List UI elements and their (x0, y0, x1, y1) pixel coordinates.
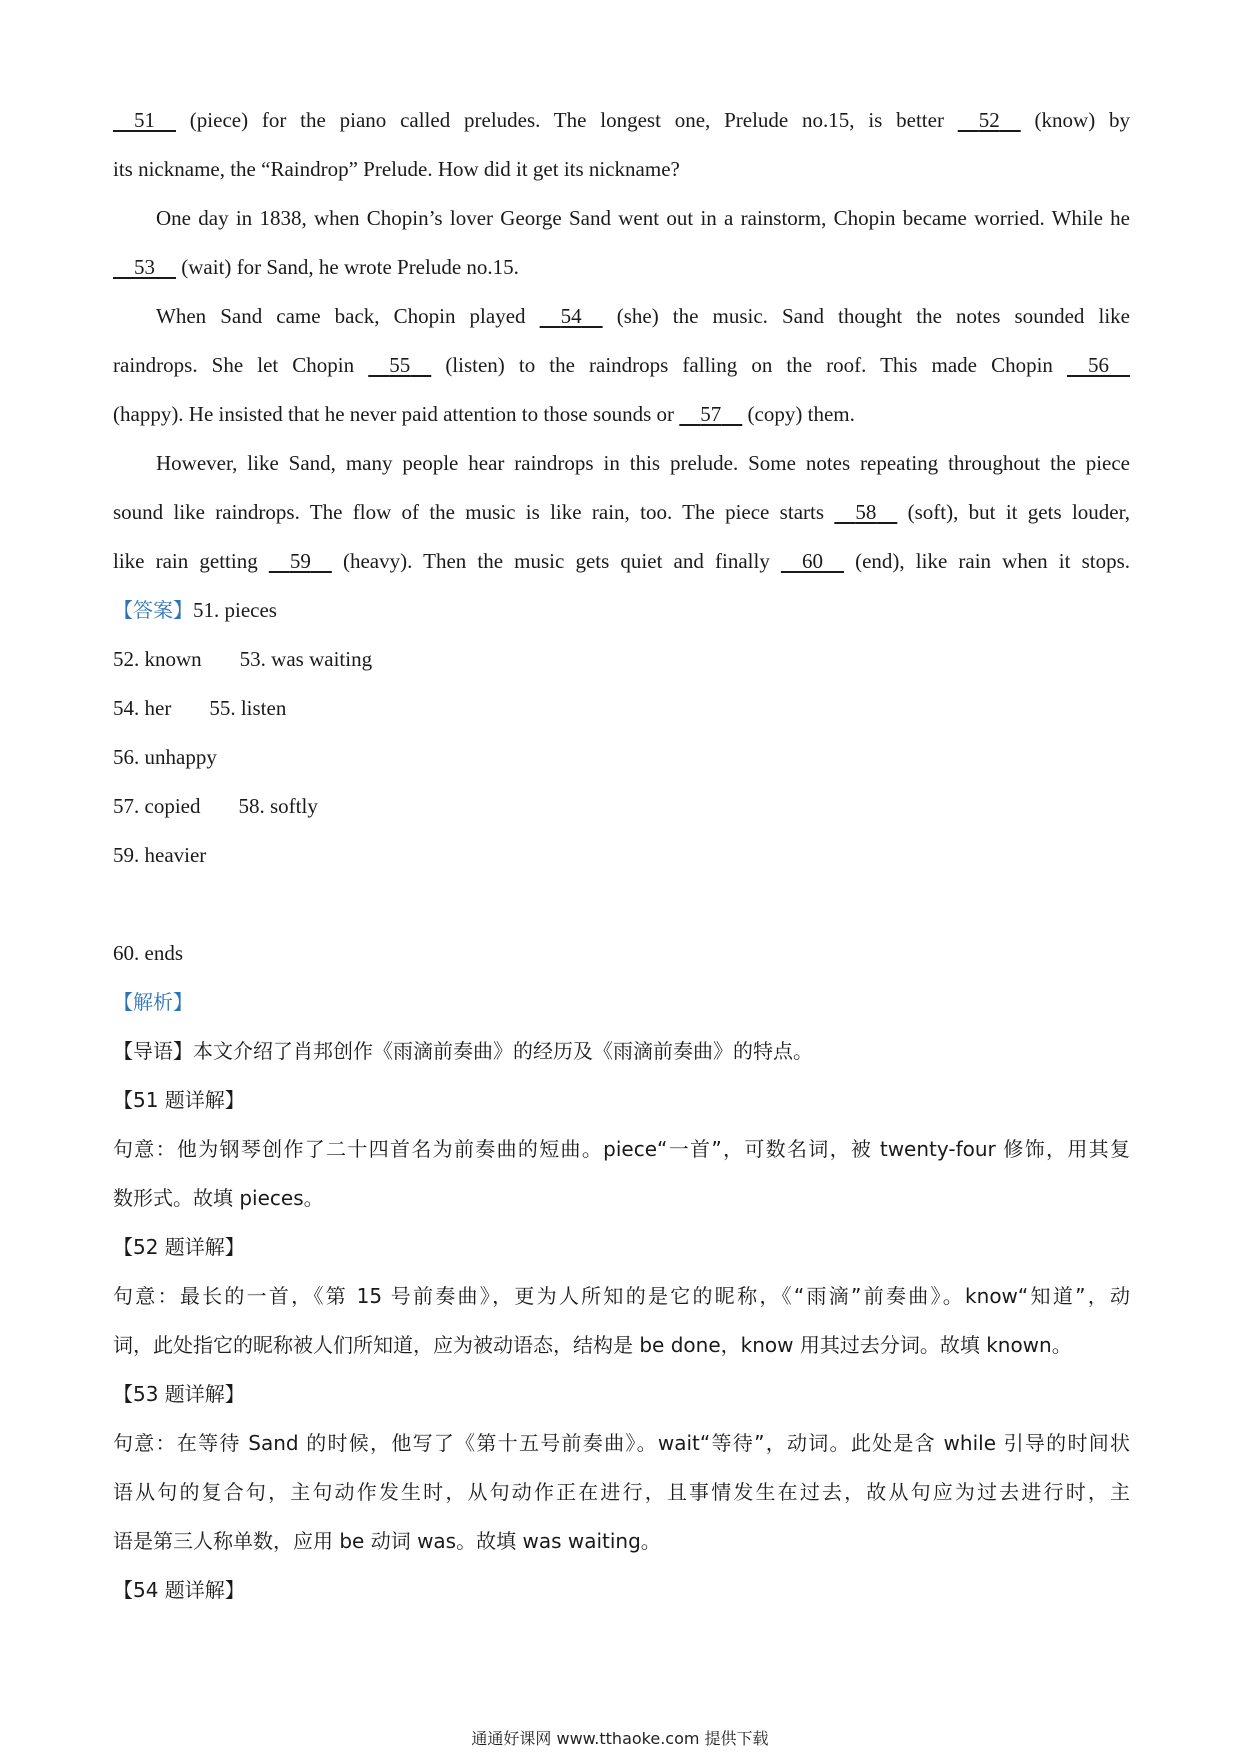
answer-label: 【答案】 (113, 598, 193, 622)
answer-58: 58. softly (238, 794, 318, 818)
blank-60: 60 (801, 549, 823, 573)
passage-line: (happy). He insisted that he never paid attention to those sounds or 57 (copy) them. (113, 390, 1130, 439)
passage-line: raindrops. She let Chopin 55 (listen) to the raindrops falling on the roof. This made Chopin 56 (113, 341, 1130, 390)
blank-59: 59 (289, 549, 311, 573)
answer-56: 56. unhappy (113, 745, 217, 769)
passage-line: like rain getting 59 (heavy). Then the music gets quiet and finally 60 (end), like rain when it stops. (113, 537, 1130, 586)
blank-53: 53 (134, 255, 155, 279)
explanation-51-line: 句意：他为钢琴创作了二十四首名为前奏曲的短曲。piece“一首”，可数名词，被 twenty-four 修饰，用其复 (113, 1137, 1130, 1161)
answer-51: 51. pieces (193, 598, 277, 622)
answer-55: 55. listen (209, 696, 287, 720)
document-page (113, 96, 1130, 1615)
passage-line: However, like Sand, many people hear raindrops in this prelude. Some notes repeating throughout the piece (156, 451, 1130, 475)
passage-line: 53 (wait) for Sand, he wrote Prelude no.15. (113, 243, 1130, 292)
passage-line: its nickname, the “Raindrop” Prelude. How did it get its nickname? (113, 157, 680, 181)
analysis-intro: 【导语】本文介绍了肖邦创作《雨滴前奏曲》的经历及《雨滴前奏曲》的特点。 (113, 1039, 813, 1063)
explanation-53-line: 语是第三人称单数，应用 be 动词 was。故填 was waiting。 (113, 1529, 661, 1553)
analysis-label: 【解析】 (113, 990, 193, 1014)
passage-line: One day in 1838, when Chopin’s lover George Sand went out in a rainstorm, Chopin became worried. While he (156, 206, 1130, 230)
answer-row (113, 684, 1130, 733)
answer-60: 60. ends (113, 941, 183, 965)
blank-57: 57 (700, 402, 722, 426)
explanation-53-line: 句意：在等待 Sand 的时候，他写了《第十五号前奏曲》。wait“等待”，动词。此处是含 while 引导的时间状 (113, 1431, 1130, 1455)
blank-58: 58 (855, 500, 877, 524)
explanation-53-line: 语从句的复合句，主句动作发生时，从句动作正在进行，且事情发生在过去，故从句应为过去进行时，主 (113, 1480, 1130, 1504)
blank-52: 52 (978, 108, 1000, 132)
answer-row (113, 635, 1130, 684)
passage-line: 51 (piece) for the piano called preludes. The longest one, Prelude no.15, is better 52 (know) by (113, 96, 1130, 145)
answer-row (113, 782, 1130, 831)
explanation-51-line: 数形式。故填 pieces。 (113, 1186, 324, 1210)
heading-54: 【54 题详解】 (113, 1578, 245, 1602)
answer-heading (113, 586, 1130, 635)
passage-line: sound like raindrops. The flow of the music is like rain, too. The piece starts 58 (soft), but it gets louder, (113, 488, 1130, 537)
heading-52: 【52 题详解】 (113, 1235, 245, 1259)
blank-55: 55 (389, 353, 411, 377)
blank-56: 56 (1088, 353, 1109, 377)
answer-59: 59. heavier (113, 843, 207, 867)
answer-57: 57. copied (113, 794, 201, 818)
explanation-52-line: 句意：最长的一首，《第 15 号前奏曲》，更为人所知的是它的昵称，《“雨滴”前奏曲》。know“知道”，动 (113, 1284, 1130, 1308)
answer-53: 53. was waiting (239, 647, 373, 671)
answer-54: 54. her (113, 696, 172, 720)
heading-53: 【53 题详解】 (113, 1382, 245, 1406)
footer-source: 通通好课网 www.tthaoke.com 提供下载 (471, 1729, 769, 1748)
answer-52: 52. known (113, 647, 202, 671)
blank-51: 51 (134, 108, 155, 132)
passage-line: When Sand came back, Chopin played 54 (she) the music. Sand thought the notes sounded like (113, 292, 1130, 341)
explanation-52-line: 词，此处指它的昵称被人们所知道，应为被动语态，结构是 be done，know 用其过去分词。故填 known。 (113, 1333, 1072, 1357)
spacer (113, 880, 1130, 929)
blank-54: 54 (560, 304, 582, 328)
heading-51: 【51 题详解】 (113, 1088, 245, 1112)
